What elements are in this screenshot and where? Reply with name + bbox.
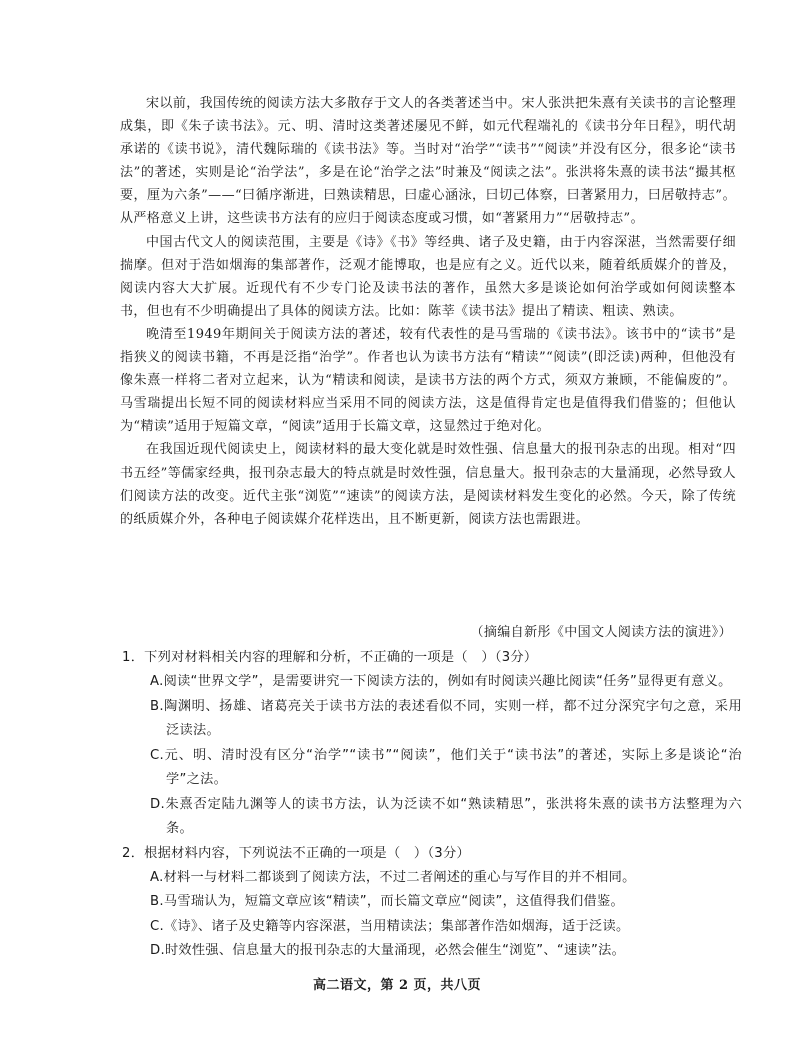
question-1-option-b: B.陶渊明、扬雄、诸葛亮关于读书方法的表述看似不同，实则一样，都不过分深究字句之意，采用泛读法。 bbox=[150, 698, 742, 738]
passage-source: （摘编自新彤《中国文人阅读方法的演进》） bbox=[470, 625, 732, 640]
question-1 bbox=[122, 646, 742, 842]
question-2-option-d: D.时效性强、信息量大的报刊杂志的大量涌现，必然会催生“浏览”、“速读”法。 bbox=[150, 943, 626, 958]
question-2-option-a: A.材料一与材料二都谈到了阅读方法，不过二者阐述的重心与写作目的并不相同。 bbox=[150, 869, 636, 885]
passage-paragraph-1: 宋以前，我国传统的阅读方法大多散存于文人的各类著述当中。宋人张洪把朱熹有关读书的言论整理成集，即《朱子读书法》。元、明、清时这类著述屡见不鲜，如元代程端礼的《读书分年日程》，明代胡承诺的《读书说》，清代魏际瑞的《读书法》等。当时对“治学”“读书”“阅读”并没有区分，很多论“读书法”的著述，实则是论“治学法”，多是在论“治学之法”时兼及“阅读之法”。张洪将朱熹的读书法“撮其枢要，厘为六条”——“曰循序渐进，曰熟读精思，曰虚心涵泳，曰切己体察，曰著紧用力，曰居敬持志”。从严格意义上讲，这些读书方法有的应归于阅读态度或习惯，如“著紧用力”“居敬持志”。 bbox=[120, 96, 736, 227]
passage-paragraph-3: 晚清至1949年期间关于阅读方法的著述，较有代表性的是马雪瑞的《读书法》。该书中的“读书”是指狭义的阅读书籍，不再是泛指“治学”。作者也认为读书方法有“精读”“阅读”(即泛读)两种，但他没有像朱熹一样将二者对立起来，认为“精读和阅读，是读书方法的两个方式，须双方兼顾，不能偏废的”。马雪瑞提出长短不同的阅读材料应当采用不同的阅读方法，这是值得肯定也是值得我们借鉴的；但他认为“精读”适用于短篇文章，“阅读”适用于长篇文章，这显然过于绝对化。 bbox=[120, 326, 736, 435]
question-1-stem: 1．下列对材料相关内容的理解和分析，不正确的一项是（ ）（3分） bbox=[122, 650, 538, 665]
reading-passage bbox=[120, 92, 736, 531]
question-2-option-b: B.马雪瑞认为，短篇文章应该“精读”，而长篇文章应“阅读”，这值得我们借鉴。 bbox=[150, 894, 624, 909]
question-list bbox=[122, 646, 742, 964]
question-2-option-c: C.《诗》、诸子及史籍等内容深湛，当用精读法；集部著作浩如烟海，适于泛读。 bbox=[150, 918, 630, 934]
question-2-stem: 2．根据材料内容，下列说法不正确的一项是（ ）（3分） bbox=[122, 845, 470, 861]
passage-paragraph-4: 在我国近现代阅读史上，阅读材料的最大变化就是时效性强、信息量大的报刊杂志的出现。相对“四书五经”等儒家经典，报刊杂志最大的特点就是时效性强，信息量大。报刊杂志的大量涌现，必然导致人们阅读方法的改变。近代主张“浏览”“速读”的阅读方法，是阅读材料发生变化的必然。今天，除了传统的纸质媒介外，各种电子阅读媒介花样迭出，且不断更新，阅读方法也需跟进。 bbox=[120, 442, 736, 527]
question-1-option-d: D.朱熹否定陆九渊等人的读书方法，认为泛读不如“熟读精思”，张洪将朱熹的读书方法整理为六条。 bbox=[150, 796, 742, 836]
passage-paragraph-2: 中国古代文人的阅读范围，主要是《诗》《书》等经典、诸子及史籍，由于内容深湛，当然需要仔细揣摩。但对于浩如烟海的集部著作，泛观才能博取，也是应有之义。近代以来，随着纸质媒介的普及，阅读内容大大扩展。近现代有不少专门论及读书法的著作，虽然大多是谈论如何治学或如何阅读整本书，但也有不少明确提出了具体的阅读方法。比如：陈莘《读书法》提出了精读、粗读、熟读。 bbox=[120, 234, 736, 319]
question-1-option-c: C.元、明、清时没有区分“治学”“读书”“阅读”，他们关于“读书法”的著述，实际上多是谈论“治学”之法。 bbox=[150, 747, 742, 787]
question-1-option-a: A.阅读“世界文学”，是需要讲究一下阅读方法的，例如有时阅读兴趣比阅读“任务”显得更有意义。 bbox=[150, 674, 732, 689]
page-footer: 高二语文，第 2 页，共八页 bbox=[312, 978, 482, 993]
question-2 bbox=[122, 842, 742, 964]
